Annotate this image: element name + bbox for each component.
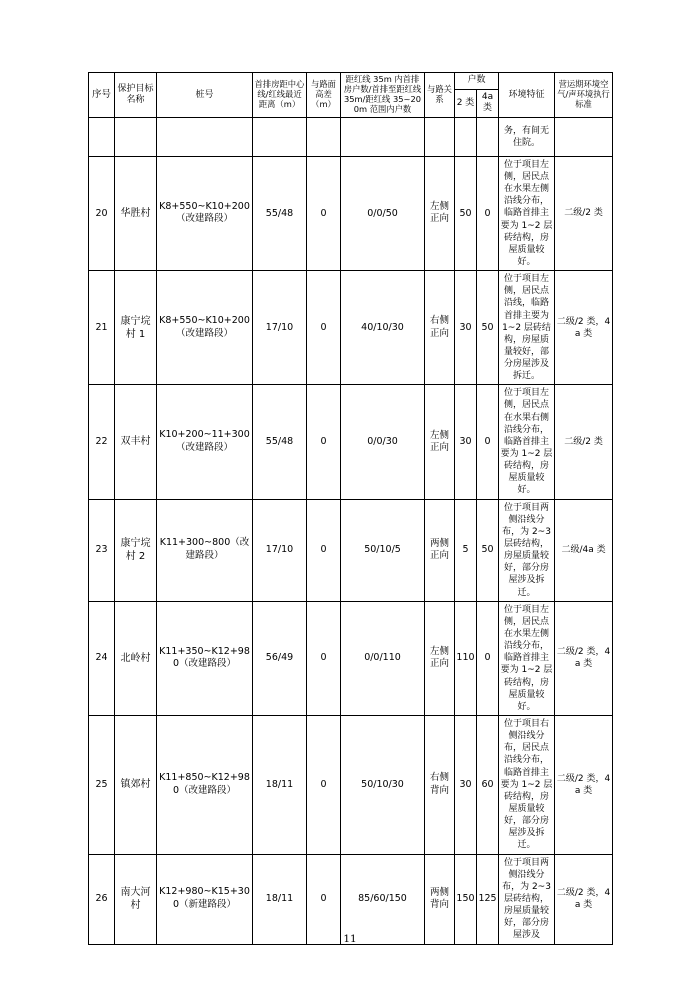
cell-pile: K12+980~K15+300（新建路段） bbox=[157, 854, 253, 944]
cell-distance: 18/11 bbox=[253, 716, 307, 855]
cell-seq: 24 bbox=[89, 601, 115, 715]
cell-relation: 左侧正向 bbox=[425, 601, 455, 715]
cell-relation: 两侧背向 bbox=[425, 854, 455, 944]
cell-h4a bbox=[477, 117, 499, 156]
cell-counts: 0/0/110 bbox=[341, 601, 425, 715]
table-row bbox=[89, 716, 613, 855]
table-row bbox=[89, 601, 613, 715]
cell-standard bbox=[555, 117, 613, 156]
cell-name: 南大河村 bbox=[115, 854, 157, 944]
cell-h2: 30 bbox=[455, 271, 477, 385]
cell-elevation: 0 bbox=[307, 499, 341, 601]
cell-distance: 56/49 bbox=[253, 601, 307, 715]
cell-counts: 0/0/50 bbox=[341, 156, 425, 270]
cell-pile bbox=[157, 117, 253, 156]
cell-relation: 两侧正向 bbox=[425, 499, 455, 601]
cell-h4a: 60 bbox=[477, 716, 499, 855]
cell-feature: 位于项目左侧，居民点在水果右侧沿线分布，临路首排主要为 1~2 层砖结构，房屋质量较好。 bbox=[499, 385, 555, 499]
cell-standard: 二级/2 类，4a 类 bbox=[555, 854, 613, 944]
cell-standard: 二级/2 类 bbox=[555, 385, 613, 499]
cell-counts: 50/10/30 bbox=[341, 716, 425, 855]
protection-targets-table bbox=[88, 72, 613, 945]
cell-seq: 20 bbox=[89, 156, 115, 270]
cell-pile: K8+550~K10+200（改建路段） bbox=[157, 156, 253, 270]
cell-elevation: 0 bbox=[307, 854, 341, 944]
cell-feature: 位于项目两侧沿线分布，为 2~3 层砖结构，房屋质量较好，部分房屋涉及 bbox=[499, 854, 555, 944]
cell-h4a: 0 bbox=[477, 156, 499, 270]
cell-pile: K11+300~800（改建路段） bbox=[157, 499, 253, 601]
cell-pile: K11+850~K12+980（改建路段） bbox=[157, 716, 253, 855]
cell-elevation: 0 bbox=[307, 601, 341, 715]
cell-distance: 17/10 bbox=[253, 271, 307, 385]
header-households: 户数 bbox=[455, 73, 499, 90]
header-seq: 序号 bbox=[89, 73, 115, 118]
cell-counts: 85/60/150 bbox=[341, 854, 425, 944]
cell-name: 康宁垸村 2 bbox=[115, 499, 157, 601]
cell-distance: 18/11 bbox=[253, 854, 307, 944]
cell-seq: 21 bbox=[89, 271, 115, 385]
cell-feature: 位于项目右侧沿线分布，居民点沿线分布，临路首排主要为 1~2 层砖结构，房屋质量较好，部分房屋涉及拆迁。 bbox=[499, 716, 555, 855]
cell-h2 bbox=[455, 117, 477, 156]
page-number: 11 bbox=[343, 933, 357, 945]
cell-elevation: 0 bbox=[307, 385, 341, 499]
cell-seq: 26 bbox=[89, 854, 115, 944]
header-h4a: 4a 类 bbox=[477, 89, 499, 117]
cell-pile: K10+200~11+300（改建路段） bbox=[157, 385, 253, 499]
cell-standard: 二级/2 类，4a 类 bbox=[555, 716, 613, 855]
cell-feature: 位于项目左侧，居民点沿线，临路首排主要为 1~2 层砖结构，房屋质量较好，部分房屋涉及拆迁。 bbox=[499, 271, 555, 385]
cell-relation: 右侧背向 bbox=[425, 716, 455, 855]
cell-pile: K11+350~K12+980（改建路段） bbox=[157, 601, 253, 715]
cell-relation: 右侧正向 bbox=[425, 271, 455, 385]
cell-elevation: 0 bbox=[307, 716, 341, 855]
cell-feature: 位于项目两侧沿线分布，为 2~3 层砖结构，房屋质量较好，部分房屋涉及拆迁。 bbox=[499, 499, 555, 601]
cell-counts: 0/0/30 bbox=[341, 385, 425, 499]
cell-feature: 位于项目左侧，居民点在水果左侧沿线分布，临路首排主要为 1~2 层砖结构，房屋质量较好。 bbox=[499, 156, 555, 270]
cell-name: 双丰村 bbox=[115, 385, 157, 499]
header-feature: 环境特征 bbox=[499, 73, 555, 118]
cell-standard: 二级/2 类，4a 类 bbox=[555, 271, 613, 385]
cell-counts: 40/10/30 bbox=[341, 271, 425, 385]
cell-elevation bbox=[307, 117, 341, 156]
cell-standard: 二级/4a 类 bbox=[555, 499, 613, 601]
cell-feature: 务，有间无住院。 bbox=[499, 117, 555, 156]
cell-seq bbox=[89, 117, 115, 156]
cell-h4a: 0 bbox=[477, 385, 499, 499]
cell-h4a: 50 bbox=[477, 271, 499, 385]
cell-h2: 110 bbox=[455, 601, 477, 715]
table-row bbox=[89, 385, 613, 499]
cell-distance: 55/48 bbox=[253, 385, 307, 499]
table-row bbox=[89, 499, 613, 601]
table-row bbox=[89, 156, 613, 270]
cell-name: 华胜村 bbox=[115, 156, 157, 270]
header-row bbox=[89, 73, 613, 90]
cell-h2: 30 bbox=[455, 716, 477, 855]
cell-counts: 50/10/5 bbox=[341, 499, 425, 601]
cell-name: 镇郊村 bbox=[115, 716, 157, 855]
cell-h4a: 0 bbox=[477, 601, 499, 715]
header-counts: 距红线 35m 内首排房户数/首排至距红线 35m/距红线 35~200m 范围内户数 bbox=[341, 73, 425, 118]
cell-elevation: 0 bbox=[307, 156, 341, 270]
table-body bbox=[89, 117, 613, 944]
cell-standard: 二级/2 类 bbox=[555, 156, 613, 270]
cell-relation bbox=[425, 117, 455, 156]
cell-distance: 17/10 bbox=[253, 499, 307, 601]
cell-feature: 位于项目左侧，居民点在水果左侧沿线分布，临路首排主要为 1~2 层砖结构，房屋质量较好。 bbox=[499, 601, 555, 715]
cell-h2: 50 bbox=[455, 156, 477, 270]
header-standard: 营运期环境空气/声环境执行标准 bbox=[555, 73, 613, 118]
header-elevation: 与路面高差（m） bbox=[307, 73, 341, 118]
cell-pile: K8+550~K10+200（改建路段） bbox=[157, 271, 253, 385]
cell-seq: 23 bbox=[89, 499, 115, 601]
cell-distance bbox=[253, 117, 307, 156]
header-name: 保护目标名称 bbox=[115, 73, 157, 118]
cell-h4a: 125 bbox=[477, 854, 499, 944]
header-pile: 桩号 bbox=[157, 73, 253, 118]
cell-elevation: 0 bbox=[307, 271, 341, 385]
cell-h2: 150 bbox=[455, 854, 477, 944]
cell-h4a: 50 bbox=[477, 499, 499, 601]
cell-relation: 左侧正向 bbox=[425, 385, 455, 499]
header-h2: 2 类 bbox=[455, 89, 477, 117]
cell-standard: 二级/2 类，4a 类 bbox=[555, 601, 613, 715]
cell-distance: 55/48 bbox=[253, 156, 307, 270]
cell-counts bbox=[341, 117, 425, 156]
table-header bbox=[89, 73, 613, 118]
cell-name bbox=[115, 117, 157, 156]
cell-h2: 30 bbox=[455, 385, 477, 499]
cell-relation: 左侧正向 bbox=[425, 156, 455, 270]
table-row bbox=[89, 271, 613, 385]
header-distance: 首排房距中心线/红线最近距离（m） bbox=[253, 73, 307, 118]
cell-h2: 5 bbox=[455, 499, 477, 601]
cell-name: 北岭村 bbox=[115, 601, 157, 715]
table-row bbox=[89, 117, 613, 156]
header-relation: 与路关系 bbox=[425, 73, 455, 118]
cell-name: 康宁垸村 1 bbox=[115, 271, 157, 385]
cell-seq: 25 bbox=[89, 716, 115, 855]
table-row bbox=[89, 854, 613, 944]
cell-seq: 22 bbox=[89, 385, 115, 499]
